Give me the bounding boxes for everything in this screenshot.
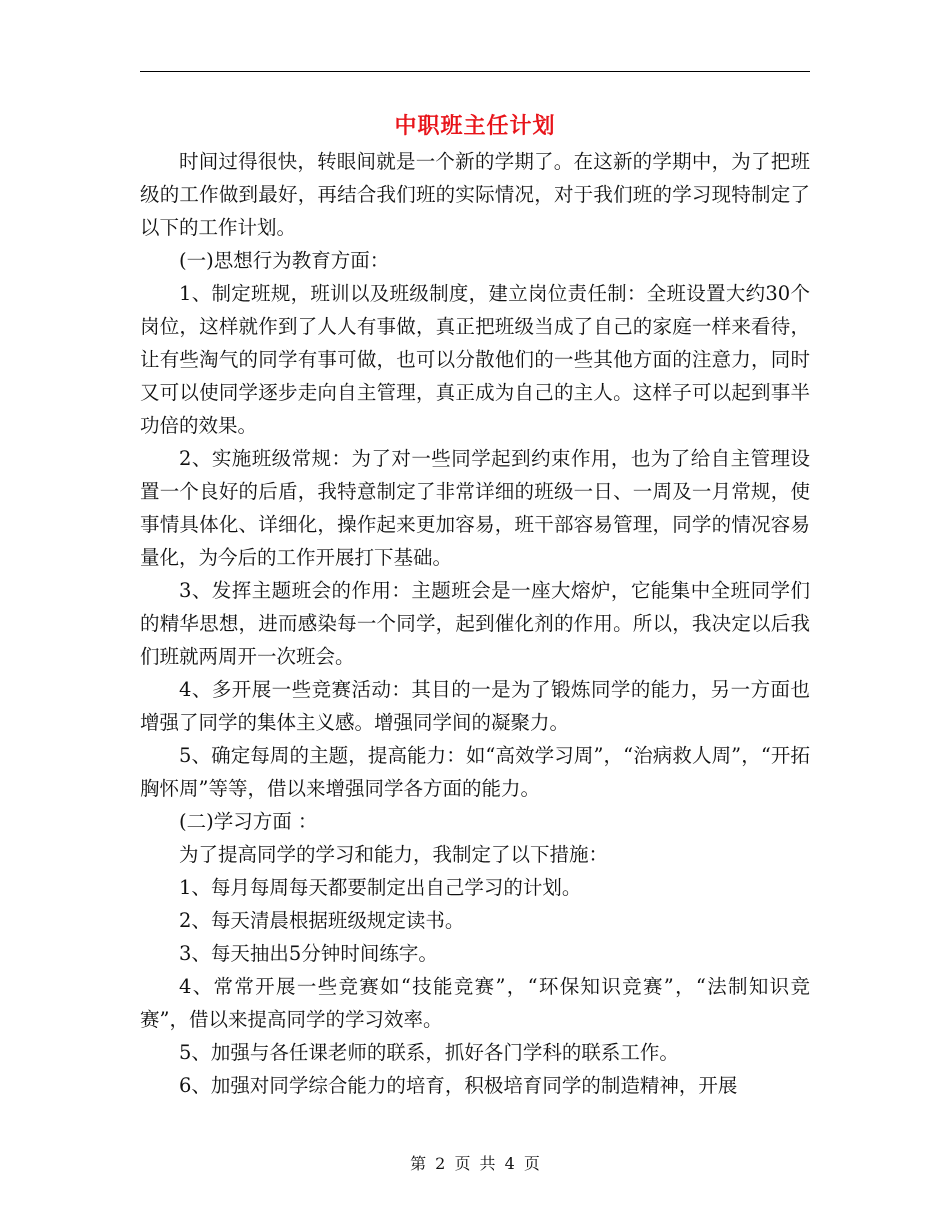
list-item-morning-reading: 2、每天清晨根据班级规定读书。 — [179, 909, 465, 932]
page-number-footer: 第 2 页 共 4 页 — [410, 1154, 540, 1173]
paragraph-routine: 2、实施班级常规：为了对一些同学起到约束作用，也为了给自主管理设置一个良好的后盾，我特意制定了非常详细的班级一日、一周及一月常规，使事情具体化、详细化，操作起来更加容易，班干部容易管理，同学的情况容易量化，为今后的工作开展打下基础。 — [140, 447, 810, 569]
paragraph-intro: 时间过得很快，转眼间就是一个新的学期了。在这新的学期中，为了把班级的工作做到最好，再结合我们班的实际情况，对于我们班的学习现特制定了以下的工作计划。 — [140, 150, 810, 239]
section-heading-thought: (一)思想行为教育方面： — [179, 249, 390, 272]
list-item-teacher-contact: 5、加强与各任课老师的联系，抓好各门学科的联系工作。 — [179, 1041, 679, 1064]
paragraph-class-meeting: 3、发挥主题班会的作用：主题班会是一座大熔炉，它能集中全班同学们的精华思想，进而感染每一个同学，起到催化剂的作用。所以，我决定以后我们班就两周开一次班会。 — [140, 579, 810, 668]
paragraph-weekly-theme: 5、确定每周的主题，提高能力：如“高效学习周”，“治病救人周”，“开拓胸怀周”等等，借以来增强同学各方面的能力。 — [140, 744, 810, 800]
list-item-contests: 4、常常开展一些竞赛如“技能竞赛”，“环保知识竞赛”，“法制知识竞赛”，借以来提高同学的学习效率。 — [140, 975, 810, 1031]
paragraph-measures-intro: 为了提高同学的学习和能力，我制定了以下措施： — [179, 843, 609, 866]
list-item-study-plan: 1、每月每周每天都要制定出自己学习的计划。 — [179, 876, 582, 899]
paragraph-rules: 1、制定班规，班训以及班级制度，建立岗位责任制：全班设置大约30个岗位，这样就作到了人人有事做，真正把班级当成了自己的家庭一样来看待，让有些淘气的同学有事可做，也可以分散他们的一些其他方面的注意力，同时又可以使同学逐步走向自主管理，真正成为自己的主人。这样子可以起到事半功倍的效果。 — [140, 282, 810, 437]
document-title: 中职班主任计划 — [394, 113, 556, 139]
header-rule — [140, 71, 810, 72]
list-item-handwriting: 3、每天抽出5分钟时间练字。 — [179, 942, 438, 965]
paragraph-competitions: 4、多开展一些竞赛活动：其目的一是为了锻炼同学的能力，另一方面也增强了同学的集体主义感。增强同学间的凝聚力。 — [140, 678, 810, 734]
document-body — [140, 145, 810, 1102]
list-item-abilities: 6、加强对同学综合能力的培育，积极培育同学的制造精神，开展 — [179, 1074, 738, 1097]
section-heading-study: (二)学习方面 ： — [179, 810, 318, 833]
